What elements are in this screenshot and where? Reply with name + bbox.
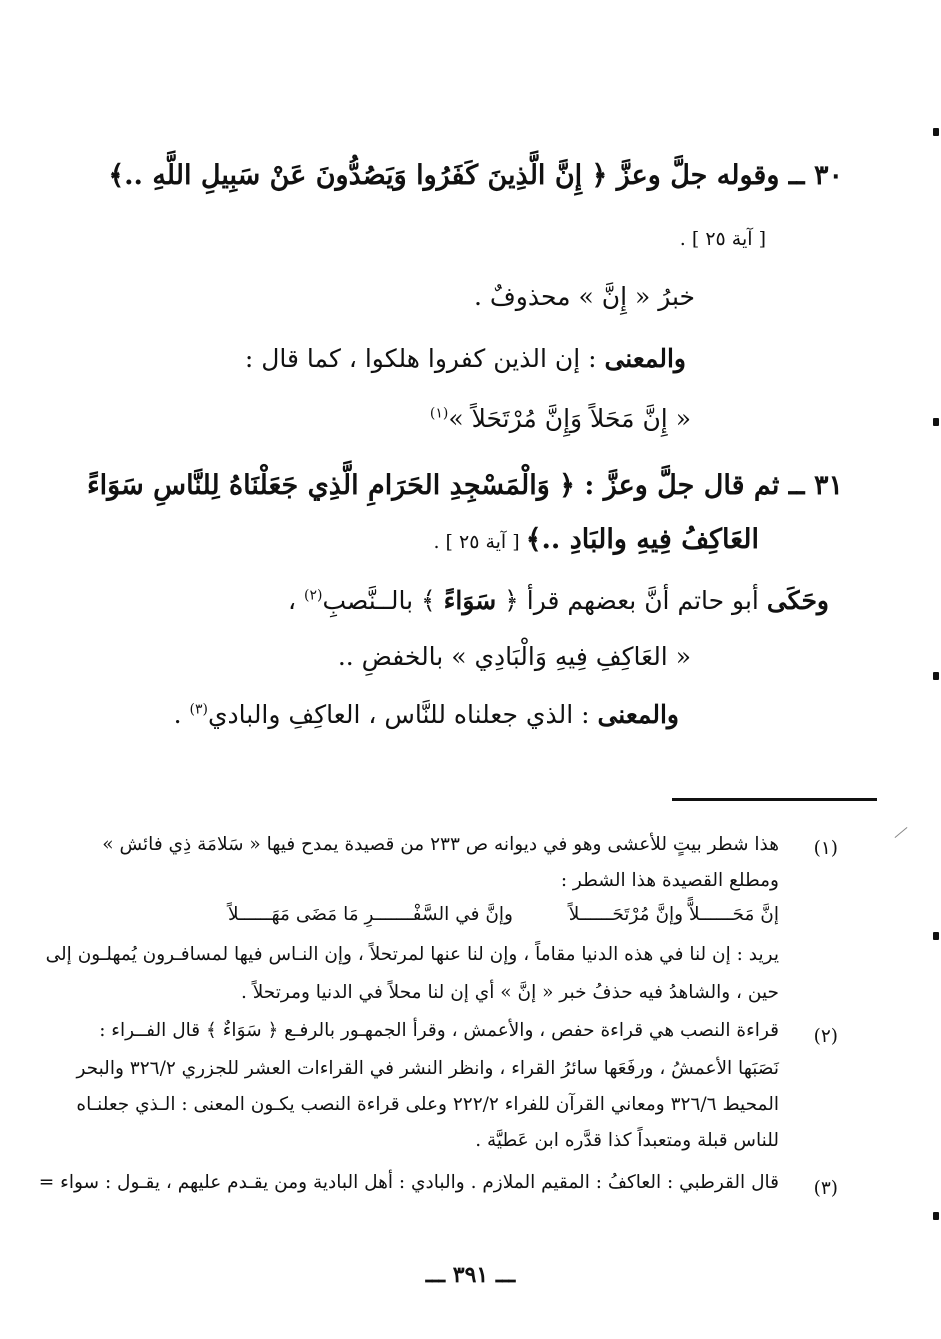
footnote-divider	[672, 798, 877, 801]
verse-30-predicate-note: خبرُ « إِنَّ » محذوفٌ .	[473, 282, 695, 311]
footnote-2-line-3: المحيط ٣٢٦/٦ ومعاني القرآن للفراء ٢٢٢/٢ وعلى قراءة النصب يكـون المعنى : الـذي جعلنـاه	[76, 1094, 779, 1115]
verse-30-heading: ٣٠ ــ وقوله جلَّ وعزَّ ﴿ إِنَّ الَّذِينَ كَفَرُوا وَيَصُدُّونَ عَنْ سَبِيلِ اللَّهِ ..﴾	[108, 160, 843, 191]
reading-note-text-c: ،	[287, 586, 304, 615]
footnote-1-verse-second-half: وإنَّ في السَّفْـــــــرِ مَا مَضَى مَهَــــــلاً	[227, 904, 513, 925]
footnote-ref-2: (٢)	[304, 587, 323, 604]
verse-31-reading-note	[288, 586, 829, 615]
verse-30-reference: [ آية ٢٥ ] .	[679, 228, 766, 250]
reading-note-word: سَوَاءً	[443, 586, 497, 615]
scan-mark	[895, 827, 908, 838]
scan-edge-mark	[933, 1212, 939, 1220]
verse-31-meaning	[174, 700, 679, 729]
verse-31-continuation-text: العَاكِفُ فِيهِ والبَادِ ..﴾	[525, 524, 759, 555]
footnote-2-line-2: نَصَبَها الأعمشُ ، ورفَعَها سائرُ القراء ، وانظر النشر في القراءات العشر للجزري ٣٢٦/٢ والبحر	[76, 1058, 779, 1079]
footnote-ref-1: (١)	[429, 405, 449, 422]
verse-31-heading: ٣١ ــ ثم قال جلَّ وعزَّ : ﴿ وَالْمَسْجِدِ الحَرَامِ الَّذِي جَعَلْنَاهُ لِلنَّاسِ سَوَاءً	[86, 470, 843, 501]
verse-31-continuation	[433, 524, 759, 555]
meaning-label: والمعنى	[604, 344, 686, 373]
footnote-2-line-1: قراءة النصب هي قراءة حفص ، والأعمش ، وقرأ الجمهـور بالرفـع ﴿ سَوَاءٌ ﴾ قال الفــراء :	[99, 1020, 779, 1041]
verse-30-quote	[430, 404, 691, 433]
scan-edge-mark	[933, 932, 939, 940]
footnote-1-verse-first-half: إنَّ مَحَــــــلاًّ وإنَّ مُرْتَحَــــــلاً	[568, 904, 779, 925]
scan-edge-mark	[933, 128, 939, 136]
reading-note-text-b: ﴾ بالــنَّصبِ	[322, 586, 444, 615]
meaning-text: : إن الذين كفروا هلكوا ، كما قال :	[244, 344, 605, 373]
footnote-3-number: (٣)	[813, 1178, 838, 1199]
verse-31-genitive-reading: « العَاكِفِ فِيهِ وَالْبَادِي » بالخفضِ ..	[337, 642, 691, 671]
footnote-1-line-5: حين ، والشاهدُ فيه حذفُ خبر « إنَّ » أي إن لنا محلاً في الدنيا ومرتحلاً .	[240, 982, 779, 1003]
page-number: ـــ ٣٩١ ـــ	[425, 1262, 516, 1288]
footnote-1-line-1: هذا شطر بيتٍ للأعشى وهو في ديوانه ص ٢٣٣ من قصيدة يمدح فيها « سَلامَة ذِي فائش »	[102, 834, 779, 855]
meaning-end-2: .	[173, 700, 190, 729]
scan-edge-mark	[933, 418, 939, 426]
scan-edge-mark	[933, 672, 939, 680]
footnote-1-line-4: يريد : إن لنا في هذه الدنيا مقاماً ، وإن لنا عنها لمرتحلاً ، وإن النـاس فيها لمسافـرون يُمهلـون إلى	[45, 944, 779, 965]
footnote-3-line-1: قال القرطبي : العاكفُ : المقيم الملازم . والبادي : أهل البادية ومن يقـدم عليهم ، يقـول : سواء =	[38, 1172, 779, 1193]
footnote-1-line-2: ومطلع القصيدة هذا الشطر :	[560, 870, 779, 891]
reading-note-text-a: أبو حاتم أنَّ بعضهم قرأ ﴿	[496, 586, 767, 615]
footnote-2-line-4: للناس قبلة ومتعبداً كذا قدَّره ابن عَطيَّة .	[475, 1130, 779, 1151]
verse-31-reference: [ آية ٢٥ ] .	[433, 531, 526, 553]
verse-30-meaning	[245, 344, 686, 373]
footnote-2-number: (٢)	[813, 1026, 838, 1047]
footnote-ref-3: (٣)	[189, 701, 208, 718]
footnote-1-number: (١)	[813, 838, 838, 859]
quote-text: « إِنَّ مَحَلاً وَإِنَّ مُرْتَحَلاً »	[448, 404, 691, 433]
meaning-text-2: : الذي جعلناه للنَّاس ، العاكِفِ والبادي	[207, 700, 598, 729]
reading-note-label: وحَكَى	[766, 586, 829, 615]
meaning-label-2: والمعنى	[597, 700, 679, 729]
